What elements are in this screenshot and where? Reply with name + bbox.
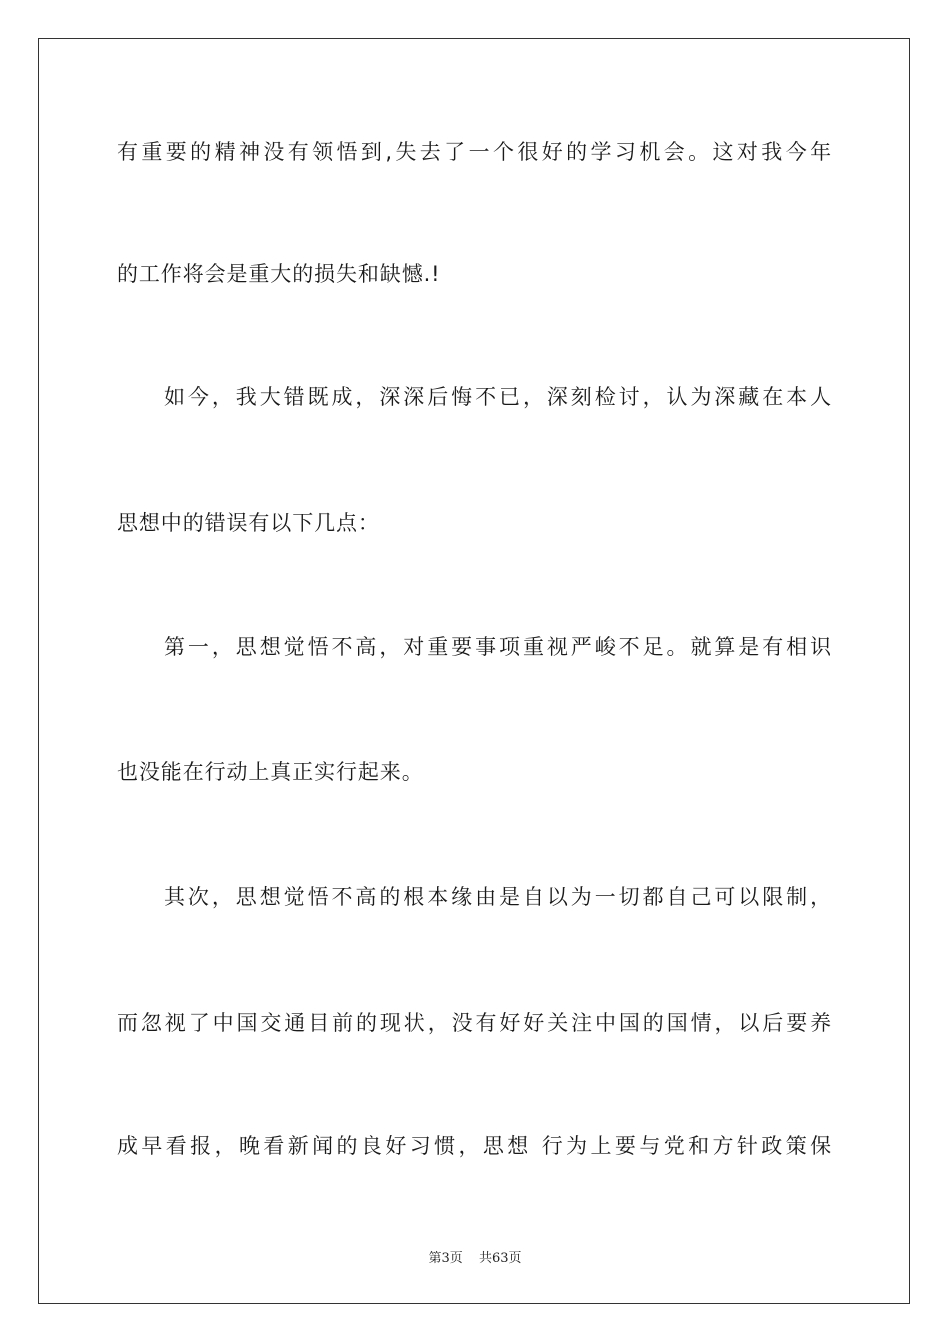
page-footer [0, 1247, 950, 1266]
page-number: 第3页 [428, 1251, 463, 1266]
body-text-line-8: 而忽视了中国交通目前的现状，没有好好关注中国的国情，以后要养 [117, 1011, 832, 1035]
body-text-line-7: 其次，思想觉悟不高的根本缘由是自以为一切都自己可以限制， [164, 885, 832, 909]
body-text-line-4: 思想中的错误有以下几点： [117, 511, 380, 535]
body-text-line-6: 也没能在行动上真正实行起来。 [117, 760, 424, 784]
body-text-line-3: 如今，我大错既成，深深后悔不已，深刻检讨，认为深藏在本人 [164, 385, 832, 409]
body-text-line-5: 第一，思想觉悟不高，对重要事项重视严峻不足。就算是有相识 [164, 635, 832, 659]
page-border [38, 38, 910, 1304]
page-total: 共63页 [478, 1251, 522, 1266]
body-text-line-1: 有重要的精神没有领悟到,失去了一个很好的学习机会。这对我今年 [117, 140, 832, 164]
body-text-line-2: 的工作将会是重大的损失和缺憾.! [117, 262, 441, 286]
body-text-line-9: 成早看报，晚看新闻的良好习惯，思想 行为上要与党和方针政策保 [117, 1134, 832, 1158]
